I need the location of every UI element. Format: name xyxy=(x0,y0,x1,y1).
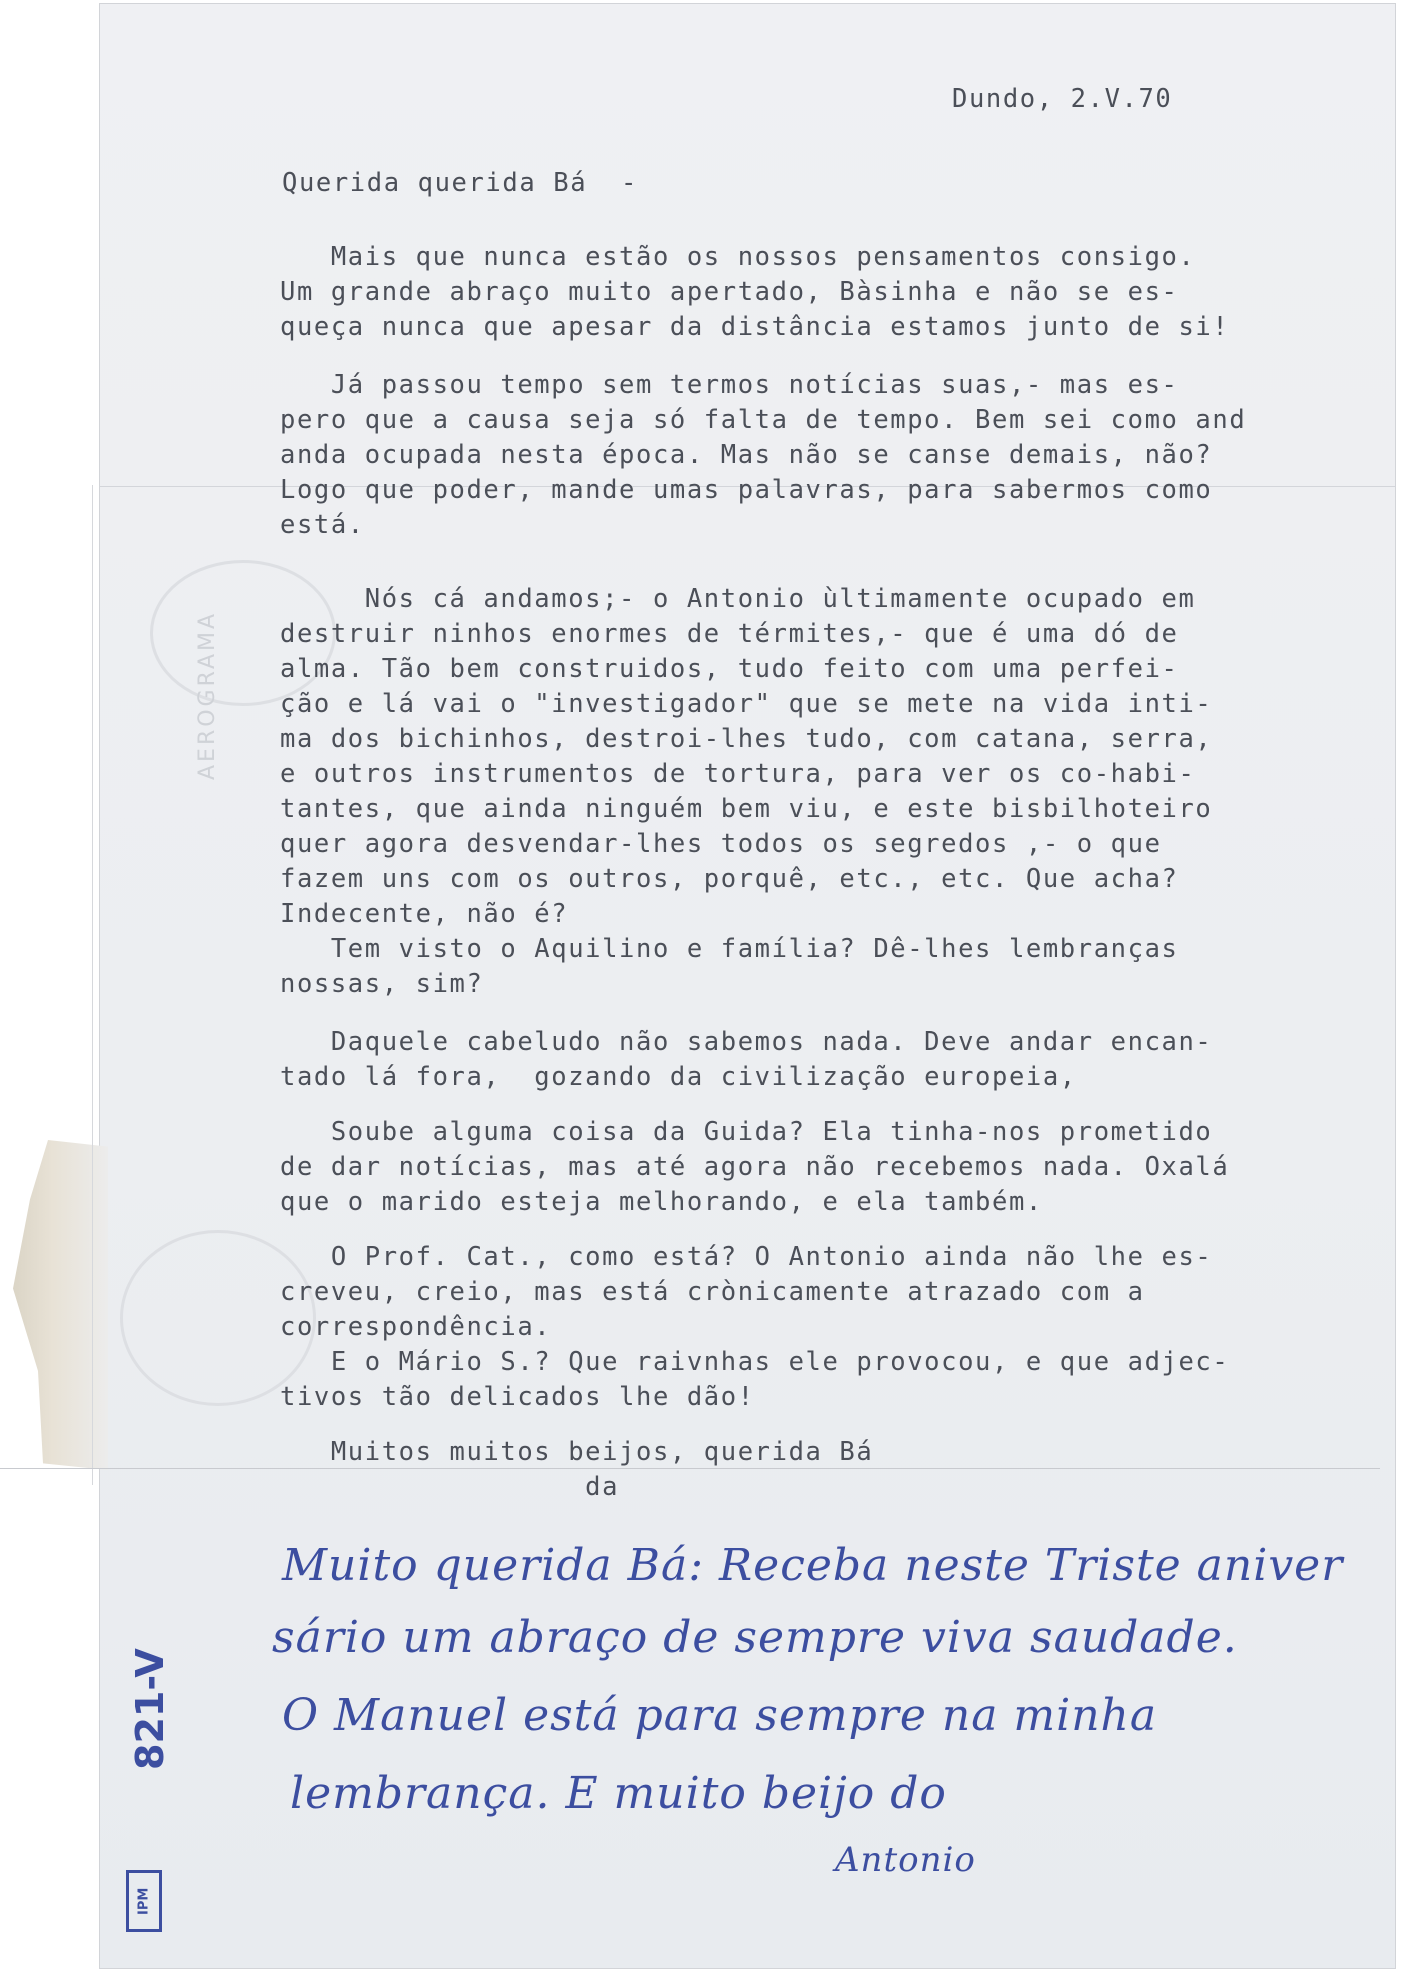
letter-line: Soube alguma coisa da Guida? Ela tinha-nos prometido xyxy=(280,1117,1213,1147)
letter-line: correspondência. xyxy=(280,1312,552,1342)
letter-date: Dundo, 2.V.70 xyxy=(952,84,1173,114)
archive-reference: 821-V xyxy=(128,1648,172,1770)
letter-line: Muitos muitos beijos, querida Bá xyxy=(280,1437,874,1467)
letter-line: está. xyxy=(280,510,365,540)
letter-line: E o Mário S.? Que raivnhas ele provocou, e que adjec- xyxy=(280,1347,1230,1377)
letter-line: Um grande abraço muito apertado, Bàsinha e não se es- xyxy=(280,277,1179,307)
letter-line: Daquele cabeludo não sabemos nada. Deve andar encan- xyxy=(280,1027,1213,1057)
letter-line: quer agora desvendar-lhes todos os segredos ,- o que xyxy=(280,829,1162,859)
letter-line: tado lá fora, gozando da civilização europeia, xyxy=(280,1062,1077,1092)
handwritten-line: lembrança. E muito beijo do xyxy=(290,1768,947,1819)
handwritten-line: Muito querida Bá: Receba neste Triste aniver xyxy=(282,1540,1344,1591)
signature: Antonio xyxy=(835,1840,976,1880)
letter-line: queça nunca que apesar da distância estamos junto de si! xyxy=(280,312,1230,342)
letter-line: alma. Tão bem construidos, tudo feito com uma perfei- xyxy=(280,654,1179,684)
letter-line: Mais que nunca estão os nossos pensamentos consigo. xyxy=(280,242,1196,272)
handwritten-line: O Manuel está para sempre na minha xyxy=(282,1690,1158,1741)
handwritten-line: sário um abraço de sempre viva saudade. xyxy=(272,1612,1238,1663)
letter-line: Nós cá andamos;- o Antonio ùltimamente ocupado em xyxy=(280,584,1196,614)
letter-line: e outros instrumentos de tortura, para ver os co-habi- xyxy=(280,759,1196,789)
letter-line: Indecente, não é? xyxy=(280,899,569,929)
letter-line: de dar notícias, mas até agora não recebemos nada. Oxalá xyxy=(280,1152,1230,1182)
letter-salutation: Querida querida Bá - xyxy=(282,168,638,198)
letter-line: ção e lá vai o "investigador" que se mete na vida inti- xyxy=(280,689,1213,719)
letter-line: fazem uns com os outros, porquê, etc., etc. Que acha? xyxy=(280,864,1179,894)
letter-line: ma dos bichinhos, destroi-lhes tudo, com catana, serra, xyxy=(280,724,1213,754)
letter-line: O Prof. Cat., como está? O Antonio ainda não lhe es- xyxy=(280,1242,1213,1272)
letter-line: que o marido esteja melhorando, e ela também. xyxy=(280,1187,1043,1217)
letter-line: Logo que poder, mande umas palavras, para sabermos como xyxy=(280,475,1213,505)
archive-stamp: IPM xyxy=(126,1870,162,1932)
letter-line: Já passou tempo sem termos notícias suas,- mas es- xyxy=(280,370,1179,400)
fold-crease-vertical xyxy=(92,485,93,1485)
letter-line: Tem visto o Aquilino e família? Dê-lhes lembranças xyxy=(280,934,1179,964)
letter-line: destruir ninhos enormes de térmites,- que é uma dó de xyxy=(280,619,1179,649)
letter-line: anda ocupada nesta época. Mas não se canse demais, não? xyxy=(280,440,1213,470)
torn-paper-edge xyxy=(8,1140,108,1470)
letter-line: da xyxy=(280,1472,620,1502)
letter-line: pero que a causa seja só falta de tempo. Bem sei como and xyxy=(280,405,1247,435)
letter-line: creveu, creio, mas está crònicamente atrazado com a xyxy=(280,1277,1145,1307)
letter-line: tivos tão delicados lhe dão! xyxy=(280,1382,755,1412)
aerogram-watermark: AEROGRAMA xyxy=(195,610,220,780)
letter-line: tantes, que ainda ninguém bem viu, e este bisbilhoteiro xyxy=(280,794,1213,824)
letter-line: nossas, sim? xyxy=(280,969,484,999)
